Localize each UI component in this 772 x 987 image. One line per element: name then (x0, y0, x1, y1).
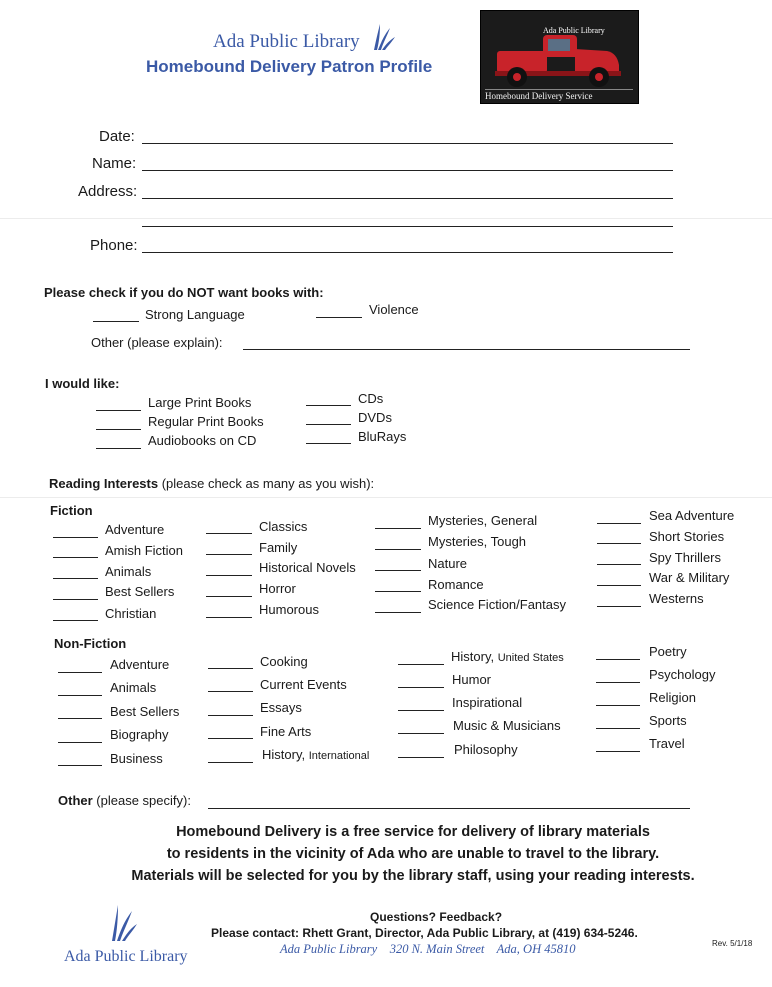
nonfiction-item: Religion (649, 690, 696, 705)
nonfiction-item (451, 649, 564, 664)
dvds-checkbox[interactable] (306, 424, 351, 425)
badge-top-text: Ada Public Library (543, 26, 605, 35)
name-label: Name: (92, 155, 137, 172)
info-line: Homebound Delivery is a free service for delivery of library materials (176, 824, 650, 840)
cds-checkbox[interactable] (306, 405, 351, 406)
nonfiction-checkbox[interactable] (58, 672, 102, 673)
fiction-item: Science Fiction/Fantasy (428, 597, 567, 612)
address-field-line2[interactable] (142, 226, 673, 227)
nonfiction-item: Current Events (260, 677, 347, 692)
strong-language-checkbox[interactable] (93, 321, 139, 322)
footer-library-name: Ada Public Library (64, 948, 188, 965)
nonfiction-item: Humor (452, 672, 492, 687)
fiction-item: Sea Adventure (649, 508, 735, 523)
fiction-checkbox[interactable] (375, 591, 421, 592)
nonfiction-checkbox[interactable] (208, 668, 253, 669)
would-like-item: Regular Print Books (148, 414, 264, 429)
would-like-item: CDs (358, 391, 384, 406)
phone-label: Phone: (90, 237, 138, 254)
fiction-checkbox[interactable] (53, 537, 98, 538)
date-label: Date: (99, 128, 135, 145)
reading-interests-bold: Reading Interests (49, 476, 159, 491)
fiction-item: Family (259, 540, 298, 555)
nonfiction-checkbox[interactable] (398, 757, 444, 758)
info-line: to residents in the vicinity of Ada who are unable to travel to the library. (166, 846, 660, 862)
fiction-item: Spy Thrillers (649, 550, 722, 565)
paper-crease (0, 218, 772, 219)
fiction-item: Historical Novels (259, 560, 356, 575)
fiction-checkbox[interactable] (53, 599, 98, 600)
fiction-checkbox[interactable] (53, 578, 98, 579)
would-like-heading: I would like: (45, 376, 120, 391)
nonfiction-checkbox[interactable] (398, 664, 444, 665)
history-us-main: History, (451, 649, 498, 664)
nonfiction-item: Poetry (649, 644, 687, 659)
would-like-item: DVDs (358, 410, 392, 425)
fiction-checkbox[interactable] (206, 596, 252, 597)
nonfiction-checkbox[interactable] (398, 687, 444, 688)
fiction-checkbox[interactable] (206, 617, 252, 618)
address-field-line1[interactable] (142, 198, 673, 199)
nonfiction-checkbox[interactable] (208, 762, 253, 763)
nonfiction-item: Cooking (260, 654, 308, 669)
fiction-item: Westerns (649, 591, 704, 606)
nonfiction-checkbox[interactable] (208, 691, 253, 692)
other-specify-rest: (please specify): (92, 793, 191, 808)
fiction-checkbox[interactable] (597, 523, 641, 524)
fiction-item: Amish Fiction (105, 543, 184, 558)
nonfiction-checkbox[interactable] (596, 728, 640, 729)
history-us-small: United States (497, 652, 564, 664)
nonfiction-item: Biography (110, 727, 169, 742)
fiction-item: Nature (428, 556, 468, 571)
would-like-item: Audiobooks on CD (148, 433, 257, 448)
history-intl-main: History, (262, 747, 309, 762)
reading-interests-heading (49, 476, 374, 491)
violence-checkbox[interactable] (316, 317, 362, 318)
reading-interests-rest: (please check as many as you wish): (158, 476, 375, 491)
nonfiction-item: Inspirational (452, 695, 523, 710)
nonfiction-item: Psychology (649, 667, 716, 682)
large-print-checkbox[interactable] (96, 410, 141, 411)
nonfiction-item: Adventure (110, 657, 170, 672)
would-like-item: BluRays (358, 429, 407, 444)
nonfiction-checkbox[interactable] (596, 751, 640, 752)
nonfiction-checkbox[interactable] (596, 705, 640, 706)
would-like-item: Large Print Books (148, 395, 252, 410)
nonfiction-checkbox[interactable] (58, 695, 102, 696)
nonfiction-item: Best Sellers (110, 704, 180, 719)
nonfiction-checkbox[interactable] (58, 765, 102, 766)
revision-date: Rev. 5/1/18 (712, 939, 753, 948)
nonfiction-checkbox[interactable] (58, 742, 102, 743)
fiction-item: Classics (259, 519, 308, 534)
nonfiction-checkbox[interactable] (208, 738, 253, 739)
fiction-item: Mysteries, Tough (428, 534, 527, 549)
fiction-item: Christian (105, 606, 157, 621)
library-name: Ada Public Library (213, 31, 360, 52)
nonfiction-checkbox[interactable] (208, 715, 253, 716)
footer-logo-icon (106, 903, 138, 943)
library-logo-icon (370, 22, 396, 52)
nonfiction-item: Animals (110, 680, 157, 695)
fiction-checkbox[interactable] (375, 612, 421, 613)
other-specify-field[interactable] (208, 808, 690, 809)
nonfiction-item: Sports (649, 713, 687, 728)
contact-line: Please contact: Rhett Grant, Director, Ada Public Library, at (419) 634-5246. (211, 926, 638, 940)
fiction-checkbox[interactable] (375, 570, 421, 571)
fiction-checkbox[interactable] (206, 533, 252, 534)
fiction-checkbox[interactable] (53, 620, 98, 621)
other-explain-label: Other (please explain): (91, 335, 223, 350)
audiobooks-checkbox[interactable] (96, 448, 141, 449)
violence-label: Violence (369, 302, 419, 317)
nonfiction-item (262, 747, 369, 762)
history-intl-small: International (308, 750, 370, 762)
fiction-checkbox[interactable] (206, 575, 252, 576)
exclusions-heading: Please check if you do NOT want books with: (44, 285, 324, 300)
nonfiction-checkbox[interactable] (596, 682, 640, 683)
fiction-item: Short Stories (649, 529, 725, 544)
fiction-checkbox[interactable] (597, 543, 641, 544)
regular-print-checkbox[interactable] (96, 429, 141, 430)
nonfiction-checkbox[interactable] (398, 710, 444, 711)
nonfiction-item: Travel (649, 736, 685, 751)
date-field[interactable] (142, 143, 673, 144)
fiction-item: Romance (428, 577, 484, 592)
paper-crease (0, 497, 772, 498)
address-line: Ada Public Library 320 N. Main Street Ada, OH 45810 (280, 942, 576, 956)
address-label: Address: (78, 183, 138, 200)
info-line: Materials will be selected for you by the library staff, using your reading interests. (131, 868, 695, 884)
fiction-checkbox[interactable] (375, 549, 421, 550)
questions-line: Questions? Feedback? (370, 910, 503, 924)
fiction-label: Fiction (50, 503, 93, 518)
blurays-checkbox[interactable] (306, 443, 351, 444)
other-specify-bold: Other (58, 793, 93, 808)
nonfiction-checkbox[interactable] (596, 659, 640, 660)
badge-bottom-text: Homebound Delivery Service (485, 89, 633, 101)
nonfiction-item: Philosophy (454, 742, 518, 757)
other-specify-label (58, 793, 191, 808)
fiction-checkbox[interactable] (206, 554, 252, 555)
fiction-checkbox[interactable] (597, 564, 641, 565)
fiction-item: Mysteries, General (428, 513, 538, 528)
fiction-checkbox[interactable] (375, 528, 421, 529)
nonfiction-item: Music & Musicians (453, 718, 561, 733)
strong-language-label: Strong Language (145, 307, 245, 322)
fiction-item: Best Sellers (105, 584, 175, 599)
homebound-badge (480, 10, 639, 104)
nonfiction-label: Non-Fiction (54, 636, 127, 651)
nonfiction-checkbox[interactable] (398, 733, 444, 734)
fiction-item: War & Military (649, 570, 730, 585)
nonfiction-item: Essays (260, 700, 302, 715)
red-truck-icon (491, 25, 631, 93)
nonfiction-checkbox[interactable] (58, 718, 102, 719)
fiction-checkbox[interactable] (597, 606, 641, 607)
nonfiction-item: Fine Arts (260, 724, 312, 739)
form-title: Homebound Delivery Patron Profile (146, 57, 433, 76)
name-field[interactable] (142, 170, 673, 171)
nonfiction-item: Business (110, 751, 163, 766)
fiction-item: Adventure (105, 522, 165, 537)
fiction-checkbox[interactable] (597, 585, 641, 586)
fiction-checkbox[interactable] (53, 557, 98, 558)
fiction-item: Humorous (259, 602, 319, 617)
other-explain-field[interactable] (243, 349, 690, 350)
phone-field[interactable] (142, 252, 673, 253)
fiction-item: Animals (105, 564, 152, 579)
fiction-item: Horror (259, 581, 296, 596)
